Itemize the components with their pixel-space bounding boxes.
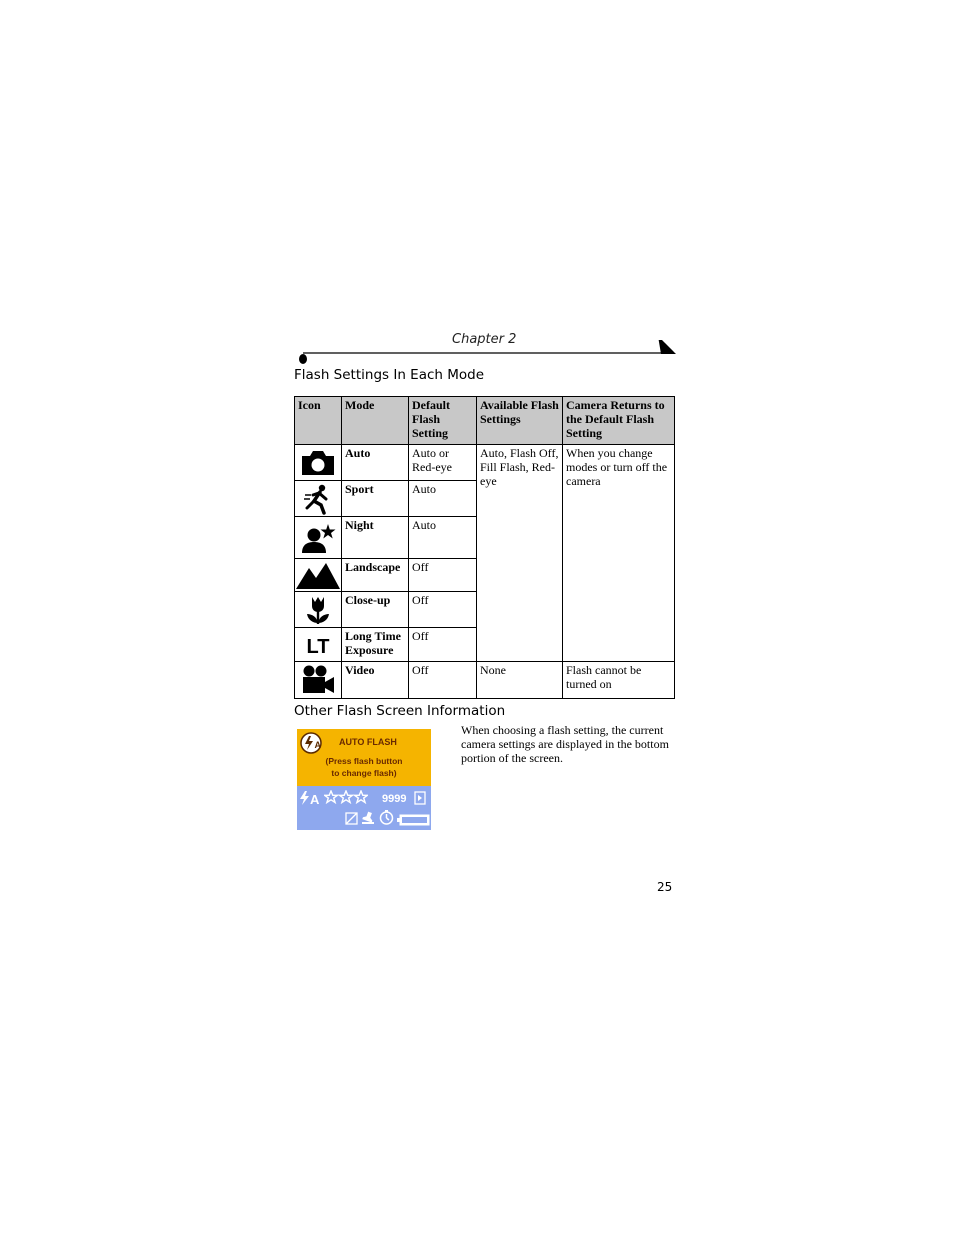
default-cell: Off (409, 592, 477, 628)
lcd-top-panel (297, 729, 431, 786)
video-camera-icon (301, 664, 335, 696)
lcd-instruction (297, 755, 431, 779)
memory-card-icon (414, 791, 426, 805)
icon-cell (295, 592, 342, 628)
table-header-row (295, 397, 675, 445)
flash-settings-table (294, 396, 675, 699)
tulip-icon (304, 594, 332, 626)
pictures-remaining: 9999 (382, 793, 407, 805)
chapter-rule (298, 340, 678, 370)
page-number: 25 (657, 880, 673, 894)
col-header-icon: Icon (295, 397, 342, 445)
available-cell: None (477, 662, 563, 699)
mode-cell: Video (342, 662, 409, 699)
default-cell: Off (409, 628, 477, 662)
col-header-default: Default Flash Setting (409, 397, 477, 445)
lt-icon (303, 632, 333, 658)
night-portrait-icon (300, 522, 336, 554)
icon-cell (295, 628, 342, 662)
section-title-other-flash: Other Flash Screen Information (294, 703, 506, 719)
lcd-title: AUTO FLASH (339, 737, 397, 747)
lcd-status-panel (297, 786, 431, 830)
flash-screen-description: When choosing a flash setting, the current camera settings are displayed in the bottom portion of the screen. (461, 723, 669, 765)
mode-cell: Auto (342, 445, 409, 481)
default-cell: Auto or Red-eye (409, 445, 477, 481)
stamp-icon (361, 811, 375, 825)
camera-icon (300, 449, 336, 477)
svg-text:A: A (314, 740, 321, 750)
default-cell: Auto (409, 517, 477, 559)
lcd-instruction-line1: (Press flash button (325, 756, 403, 766)
col-header-mode: Mode (342, 397, 409, 445)
flash-auto-status-icon (299, 790, 323, 806)
default-cell: Off (409, 559, 477, 592)
lcd-instruction-line2: to change flash) (331, 768, 397, 778)
svg-text:A: A (310, 792, 320, 806)
col-header-returns: Camera Returns to the Default Flash Setting (563, 397, 675, 445)
auto-flash-icon (300, 732, 322, 754)
mode-cell: Night (342, 517, 409, 559)
available-cell: Auto, Flash Off, Fill Flash, Red-eye (477, 445, 563, 662)
mountains-icon (296, 560, 340, 590)
col-header-available: Available Flash Settings (477, 397, 563, 445)
table-row (295, 445, 675, 481)
mode-cell: Long Time Exposure (342, 628, 409, 662)
returns-cell: When you change modes or turn off the camera (563, 445, 675, 662)
quality-stars-icon (324, 790, 368, 804)
default-cell: Off (409, 662, 477, 699)
self-timer-icon (379, 810, 394, 825)
icon-cell (295, 559, 342, 592)
battery-icon (397, 814, 430, 826)
section-title-flash-settings: Flash Settings In Each Mode (294, 367, 485, 383)
flash-screen-illustration (297, 729, 431, 830)
returns-cell: Flash cannot be turned on (563, 662, 675, 699)
lt-icon-text: LT (306, 635, 330, 658)
icon-cell (295, 662, 342, 699)
sport-runner-icon (302, 483, 334, 515)
icon-cell (295, 517, 342, 559)
mode-cell: Sport (342, 481, 409, 517)
icon-cell (295, 445, 342, 481)
exposure-compensation-icon (345, 812, 358, 825)
table-row (295, 662, 675, 699)
mode-cell: Landscape (342, 559, 409, 592)
icon-cell (295, 481, 342, 517)
mode-cell: Close-up (342, 592, 409, 628)
default-cell: Auto (409, 481, 477, 517)
chapter-label: Chapter 2 (452, 332, 517, 347)
